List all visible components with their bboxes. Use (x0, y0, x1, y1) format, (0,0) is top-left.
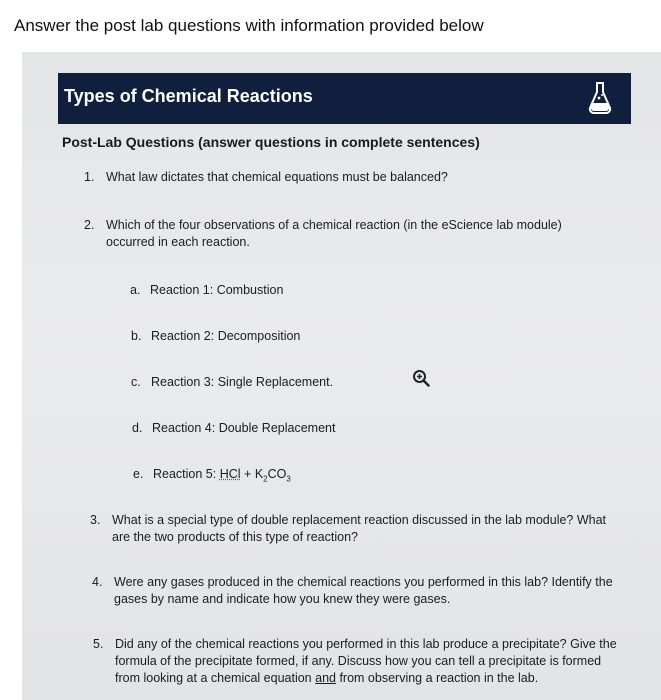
sub-item-text: Reaction 2: Decomposition (151, 329, 301, 343)
question-1 (84, 169, 604, 186)
formula-k: K (254, 467, 264, 481)
formula-co: CO (267, 467, 287, 481)
sub-item-text: Reaction 3: Single Replacement. (151, 375, 334, 389)
sub-item-letter: c. (131, 375, 141, 389)
section-title: Post-Lab Questions (answer questions in complete sentences) (62, 134, 480, 150)
formula-k-subscript: 2 (263, 474, 268, 484)
flask-icon (587, 81, 613, 115)
sub-item-letter: d. (132, 421, 143, 435)
question-number: 2. (84, 218, 95, 232)
banner-title: Types of Chemical Reactions (64, 86, 313, 106)
sub-item-letter: b. (131, 329, 142, 343)
sub-item-b (131, 329, 300, 343)
sub-item-text: Reaction 1: Combustion (150, 283, 284, 297)
question-2 (84, 217, 584, 251)
sub-item-text: Reaction 5: (153, 467, 220, 481)
sub-item-c (131, 375, 333, 389)
sub-item-text: Reaction 4: Double Replacement (152, 421, 336, 435)
question-number: 4. (92, 575, 103, 589)
sub-item-d (132, 421, 335, 435)
instruction-heading: Answer the post lab questions with information provided below (14, 16, 484, 35)
question-3 (90, 512, 610, 546)
formula-co-subscript: 3 (286, 474, 291, 484)
formula-plus: + (240, 467, 255, 481)
sub-item-a (130, 283, 283, 297)
question-text-underlined: and (315, 671, 336, 685)
zoom-in-icon[interactable] (412, 369, 430, 387)
question-text-part: from observing a reaction in the lab. (335, 671, 539, 685)
question-text: What law dictates that chemical equations must be balanced? (106, 170, 448, 184)
formula-hcl: HCl (219, 467, 241, 481)
question-text: Which of the four observations of a chemical reaction (in the eScience lab module) occurred in each reaction. (106, 218, 562, 249)
sub-item-letter: e. (133, 467, 144, 481)
title-banner (58, 73, 631, 124)
question-text: What is a special type of double replacement reaction discussed in the lab module? What are the two products of this type of reaction? (112, 513, 607, 544)
question-number: 3. (90, 513, 101, 527)
question-text-part: Did any of the chemical reactions you performed in this lab produce a precipitate? Give the formula of the precipitate formed, if any. Discuss how you can tell a precipitate is formed from looking at a chemical equation (115, 637, 617, 685)
question-4 (92, 574, 622, 608)
question-text: Were any gases produced in the chemical reactions you performed in this lab? Identify the gases by name and indicate how you knew they were gases. (114, 575, 613, 606)
question-number: 1. (84, 170, 95, 184)
question-text (93, 636, 623, 687)
sub-item-letter: a. (130, 283, 141, 297)
sub-item-e (133, 467, 291, 484)
question-number: 5. (93, 637, 104, 651)
question-5 (93, 636, 623, 687)
